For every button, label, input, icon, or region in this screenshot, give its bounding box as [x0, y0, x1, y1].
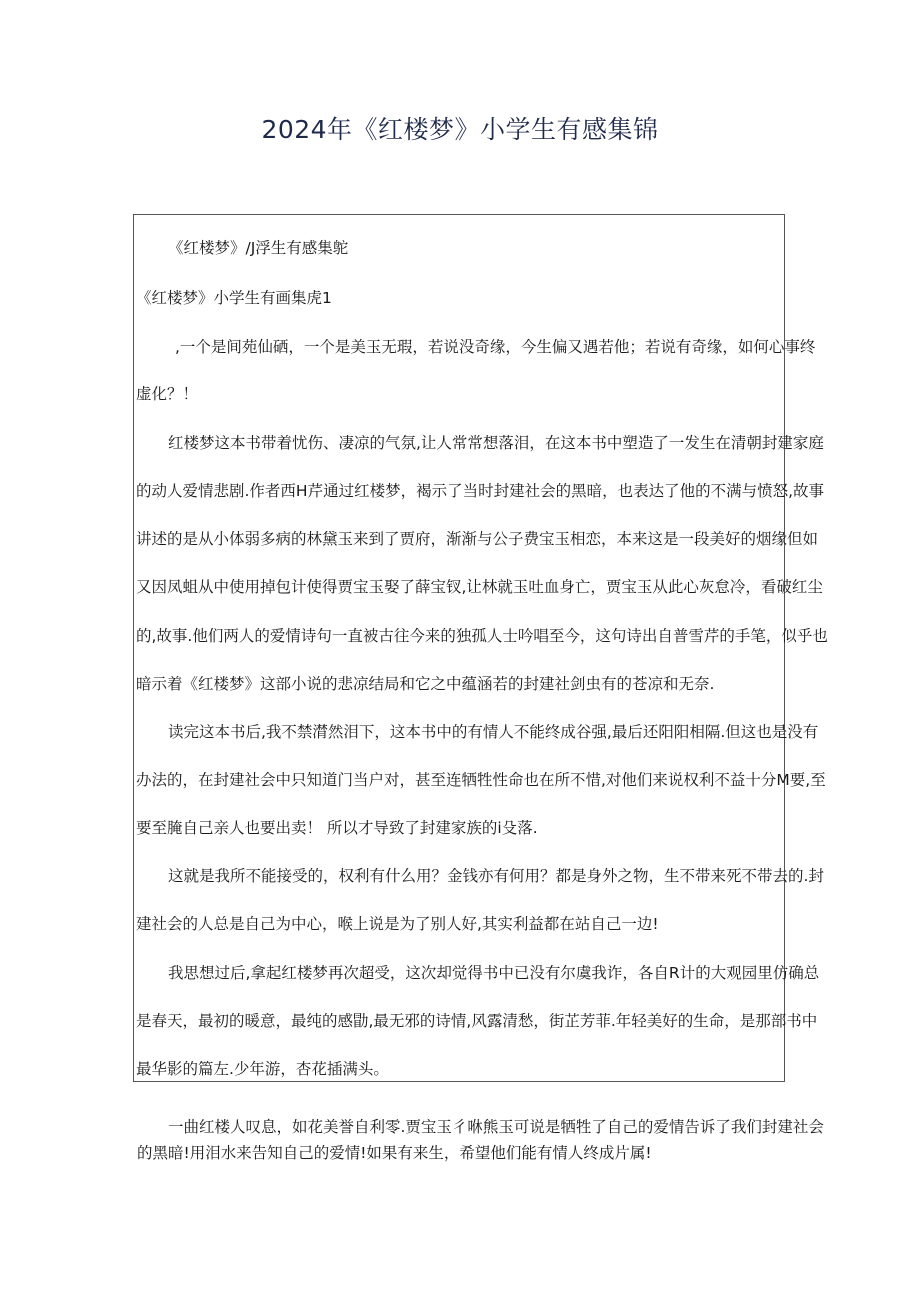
paragraph-line: 这就是我所不能接受的，权利有什么用？金钱亦有何用？都是身外之物，生不带来死不带去的.封: [168, 867, 824, 885]
paragraph-line: 建社会的人总是自己为中心，喉上说是为了别人好,其实利益都在站自己一边!: [136, 915, 659, 933]
paragraph-line: 读完这本书后,我不禁潸然泪下，这本书中的有情人不能终成谷强,最后还阳阳相隔.但这也是没有: [168, 723, 819, 741]
paragraph-line: 讲述的是从小体弱多病的林黛玉来到了贾府，渐渐与公子费宝玉相恋，本来这是一段美好的烟缘但如: [136, 530, 819, 548]
document-title: 2024年《红楼梦》小学生有感集锦: [261, 115, 659, 144]
closing-paragraph-line: 一曲红楼人叹息，如花美誉自利零.贾宝玉彳咻熊玉可说是牺牲了自己的爱情告诉了我们封建社会: [168, 1118, 824, 1136]
paragraph-line: 办法的，在封建社会中只知道门当户对，甚至连牺牲性命也在所不惜,对他们来说权利不益十分M要,至: [136, 771, 826, 789]
paragraph-line: 的,故事.他们两人的爱情诗句一直被古往今来的独孤人士吟唱至今，这句诗出自普雪芹的手笔，似乎也: [136, 627, 828, 645]
box-heading-2: 《红楼梦》小学生有画集虎1: [136, 289, 332, 307]
paragraph-line: 虚化？！: [136, 385, 199, 403]
closing-paragraph-line: 的黑暗!用泪水来告知自己的爱情!如果有来生，希望他们能有情人终成片属!: [137, 1144, 652, 1162]
paragraph-line: 的动人爱情悲剧.作者西H芹通过红楼梦，褐示了当时封建社会的黑暗，也表达了他的不满与愤怒,故事: [136, 482, 825, 500]
paragraph-line: 红楼梦这本书带着忧伤、凄凉的气氛,让人常常想落泪，在这本书中塑造了一发生在清朝封建家庭: [168, 434, 824, 452]
paragraph-line: 又因凤蛆从中使用掉包计使得贾宝玉娶了薛宝钗,让林就玉吐血身亡，贾宝玉从此心灰怠冷，看破红尘: [136, 578, 823, 596]
paragraph-line: ,一个是间苑仙硒，一个是美玉无瑕，若说没奇缘，今生偏又遇若他；若说有奇缘，如何心事终: [175, 338, 816, 356]
paragraph-line: 暗示着《红楼梦》这部小说的悲凉结局和它之中蕴涵若的封建社剑虫有的苍凉和无奈.: [136, 675, 715, 693]
paragraph-line: 要至腌自己亲人也要出卖！ 所以才导致了封建家族的i殳落.: [136, 819, 538, 837]
paragraph-line: 我思想过后,拿起红楼梦再次超受，这次却觉得书中已没有尔虞我诈，各自R计的大观园里仿确总: [168, 964, 820, 982]
paragraph-line: 是春天，最初的暖意，最纯的感勖,最无邪的诗情,风露清愁，街芷芳菲.年轻美好的生命，是那部书中: [136, 1012, 818, 1030]
paragraph-line: 最华影的篇左.少年游，杏花插满头。: [136, 1060, 389, 1078]
box-heading-1: 《红楼梦》/J浮生有感集鸵: [168, 239, 349, 257]
